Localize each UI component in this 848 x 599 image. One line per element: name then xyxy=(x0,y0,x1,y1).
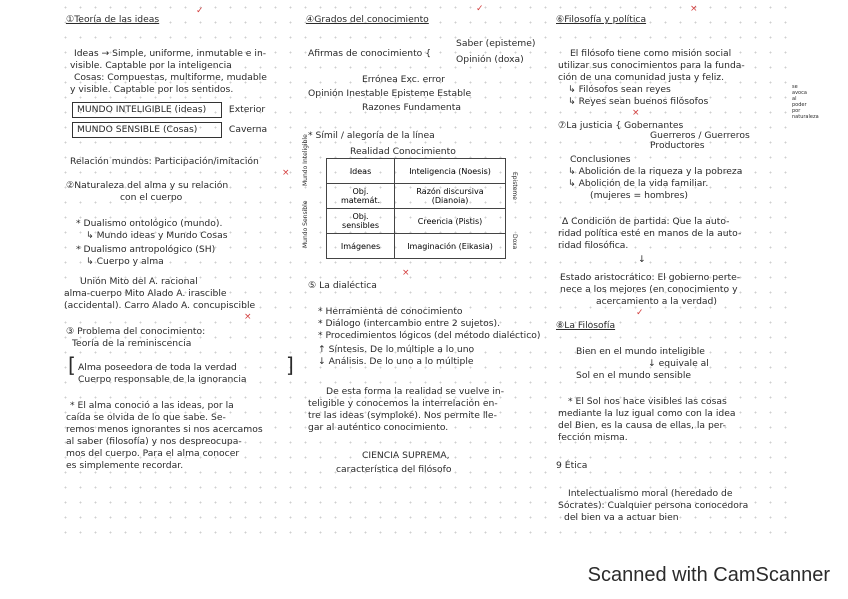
col2-text-line: ↑ Síntesis. De lo múltiple a lo uno xyxy=(318,344,475,355)
col3-text-line: ⑥Filosofía y política xyxy=(556,14,647,25)
col1-text-line: ①Teoría de las ideas xyxy=(66,14,160,25)
col1-text-line: * El alma conoció a las ideas, por la xyxy=(70,400,234,411)
col3-text-line: nece a los mejores (en conocimiento y xyxy=(560,284,738,295)
col2-text-line: * Procedimientos lógicos (del método dialéctico) xyxy=(318,330,541,341)
col3-text-line: ↳ Abolición de la vida familiar. xyxy=(568,178,709,189)
col1-text-line: caída se olvida de lo que sabe. Se- xyxy=(66,412,226,423)
col1-text-line: visible. Captable por la inteligencia xyxy=(70,60,232,71)
col2-text-line: * Diálogo (intercambio entre 2 sujetos). xyxy=(318,318,500,329)
col3-text-line: ↳ Abolición de la riqueza y la pobreza xyxy=(568,166,743,177)
col2-text-line: Opinión (doxa) xyxy=(456,54,524,65)
col3-text-line: del bien va a actuar bien xyxy=(564,512,679,523)
col3-text-line: del Bien, es la causa de ellas, la per- xyxy=(558,420,726,431)
mundo-inteligible-box: MUNDO INTELIGIBLE (ideas) xyxy=(72,102,222,118)
check-mark-icon: ✓ xyxy=(196,6,204,16)
col3-text-line: ⑧La Filosofía xyxy=(556,320,616,331)
caverna-label: Caverna xyxy=(228,124,268,135)
col2-text-line: Saber (episteme) xyxy=(456,38,536,49)
cross-mark-icon: × xyxy=(244,312,252,322)
col3-text-line: (mujeres = hombres) xyxy=(590,190,688,201)
col1-text-line: alma-cuerpo Mito Alado A. irascible xyxy=(64,288,227,299)
col3-text-line: Conclusiones xyxy=(570,154,631,165)
cross-mark-icon: × xyxy=(632,108,640,118)
conocimiento-cell: Razón discursiva (Dianoia) xyxy=(395,184,506,209)
col1-text-line: es simplemente recordar. xyxy=(66,460,184,471)
col2-text-line: De esta forma la realidad se vuelve in- xyxy=(326,386,505,397)
col2-text-line: * Herramienta de conocimiento xyxy=(318,306,463,317)
col3-text-line: Productores xyxy=(650,140,705,151)
mundo-sensible-box: MUNDO SENSIBLE (Cosas) xyxy=(72,122,222,138)
simil-linea-table xyxy=(326,158,506,259)
col2-text-line: * Símil / alegoría de la línea xyxy=(308,130,435,141)
side-note: se avoca al poder por naturaleza xyxy=(792,84,819,120)
bracket-icon: [ xyxy=(68,353,76,377)
col1-text-line: * Dualismo ontológico (mundo). xyxy=(76,218,223,229)
col1-text-line: ↳ Mundo ideas y Mundo Cosas xyxy=(86,230,228,241)
check-mark-icon: ✓ xyxy=(636,308,644,318)
col3-text-line: ⑦La justicia { Gobernantes xyxy=(558,120,684,131)
conocimiento-cell: Creencia (Pistis) xyxy=(395,209,506,234)
col3-text-line: ↳ Filósofos sean reyes xyxy=(568,84,671,95)
col3-text-line: ridad filosófica. xyxy=(558,240,629,251)
col1-text-line: mos del cuerpo. Para el alma conocer xyxy=(66,448,240,459)
col3-text-line: Sol en el mundo sensible xyxy=(576,370,692,381)
col1-text-line: y visible. Captable por los sentidos. xyxy=(70,84,234,95)
realidad-cell: Obj. sensibles xyxy=(327,209,395,234)
col1-text-line: (accidental). Carro Alado A. concupiscible xyxy=(64,300,256,311)
col1-text-line: remos menos ignorantes si nos acercamos xyxy=(66,424,263,435)
col3-text-line: ↳ Reyes sean buenos filósofos xyxy=(568,96,709,107)
table-row xyxy=(327,184,506,209)
col3-text-line: fección misma. xyxy=(558,432,628,443)
cross-mark-icon: × xyxy=(690,4,698,14)
doxa-side-label: Doxa xyxy=(511,234,518,250)
col3-text-line: Sócrates): Cualquier persona conocedora xyxy=(558,500,749,511)
col3-text-line: Intelectualismo moral (heredado de xyxy=(568,488,733,499)
col1-text-line: Alma poseedora de toda la verdad xyxy=(78,362,237,373)
col3-text-line: ↓ equivale al xyxy=(648,358,709,369)
col3-text-line: 9 Ética xyxy=(556,460,588,471)
column-1 xyxy=(60,8,300,548)
col2-text-line: Realidad Conocimiento xyxy=(350,146,456,157)
mundo-inteligible-side-label: Mundo Inteligible xyxy=(302,134,309,186)
col2-text-line: Opinión Inestable Episteme Estable xyxy=(308,88,472,99)
col1-text-line: Ideas → Simple, uniforme, inmutable e in- xyxy=(74,48,267,59)
col1-text-line: Unión Mito del A. racional xyxy=(80,276,198,287)
col2-text-line: ↓ Análisis. De lo uno a lo múltiple xyxy=(318,356,474,367)
col1-text-line: Relación mundos: Participación/imitación xyxy=(70,156,259,167)
col1-text-line: Cosas: Compuestas, multiforme, mudable xyxy=(74,72,267,83)
col1-text-line: con el cuerpo xyxy=(120,192,183,203)
col2-text-line: Afirmas de conocimiento { xyxy=(308,48,432,59)
mundo-sensible-row xyxy=(72,122,267,138)
col1-text-line: ③ Problema del conocimiento: xyxy=(66,326,206,337)
col2-text-line: CIENCIA SUPREMA, xyxy=(362,450,450,461)
check-mark-icon: ✓ xyxy=(476,4,484,14)
col2-text-line: gar al auténtico conocimiento. xyxy=(308,422,449,433)
col3-text-line: ción de una comunidad justa y feliz. xyxy=(558,72,725,83)
col3-text-line: * El Sol nos hace visibles las cosas xyxy=(568,396,727,407)
col2-text-line: teligible y conocemos la interrelación en- xyxy=(308,398,498,409)
realidad-cell: Imágenes xyxy=(327,234,395,259)
table-row xyxy=(327,159,506,184)
col3-text-line: acercamiento a la verdad) xyxy=(596,296,717,307)
col2-text-line: Razones Fundamenta xyxy=(362,102,461,113)
conocimiento-cell: Imaginación (Eikasia) xyxy=(395,234,506,259)
col3-text-line: ∆ Condición de partida: Que la auto- xyxy=(562,216,730,227)
col1-text-line: al saber (filosofía) y nos despreocupa- xyxy=(66,436,242,447)
col3-text-line: mediante la luz igual como con la idea xyxy=(558,408,736,419)
bracket-icon: ] xyxy=(286,353,294,377)
mundo-inteligible-row xyxy=(72,102,265,118)
col3-text-line: El filósofo tiene como misión social xyxy=(570,48,732,59)
col2-text-line: ④Grados del conocimiento xyxy=(306,14,429,25)
column-2 xyxy=(306,8,550,548)
table-row xyxy=(327,234,506,259)
col3-text-line: Estado aristocrático: El gobierno perte- xyxy=(560,272,741,283)
col2-text-line: ⑤ La dialéctica xyxy=(308,280,377,291)
col1-text-line: ②Naturaleza del alma y su relación xyxy=(66,180,229,191)
col1-text-line: Teoría de la reminiscencia xyxy=(72,338,192,349)
cross-mark-icon: × xyxy=(282,168,290,178)
scanner-watermark: Scanned with CamScanner xyxy=(587,564,830,586)
col3-text-line: ↓ xyxy=(638,254,646,265)
table-row xyxy=(327,209,506,234)
realidad-cell: Obj. matemát. xyxy=(327,184,395,209)
col2-text-line: tre las ideas (symploké). Nos permite lle- xyxy=(308,410,497,421)
exterior-label: Exterior xyxy=(228,104,266,115)
cross-mark-icon: × xyxy=(402,268,410,278)
col3-text-line: utilizar sus conocimientos para la funda- xyxy=(558,60,745,71)
column-3 xyxy=(556,8,796,548)
col3-text-line: Bien en el mundo inteligible xyxy=(576,346,705,357)
realidad-cell: Ideas xyxy=(327,159,395,184)
col1-text-line: ↳ Cuerpo y alma xyxy=(86,256,164,267)
mundo-sensible-side-label: Mundo Sensible xyxy=(302,200,309,248)
col1-text-line: Cuerpo responsable de la ignorancia xyxy=(78,374,247,385)
col1-text-line: * Dualismo antropológico (SH) xyxy=(76,244,216,255)
col2-text-line: característica del filósofo xyxy=(336,464,452,475)
col3-text-line: Guerreros / Guerreros xyxy=(650,130,750,141)
col2-text-line: Errónea Exc. error xyxy=(362,74,445,85)
conocimiento-cell: Inteligencia (Noesis) xyxy=(395,159,506,184)
episteme-side-label: Episteme xyxy=(511,172,518,200)
col3-text-line: ridad política esté en manos de la auto- xyxy=(558,228,742,239)
